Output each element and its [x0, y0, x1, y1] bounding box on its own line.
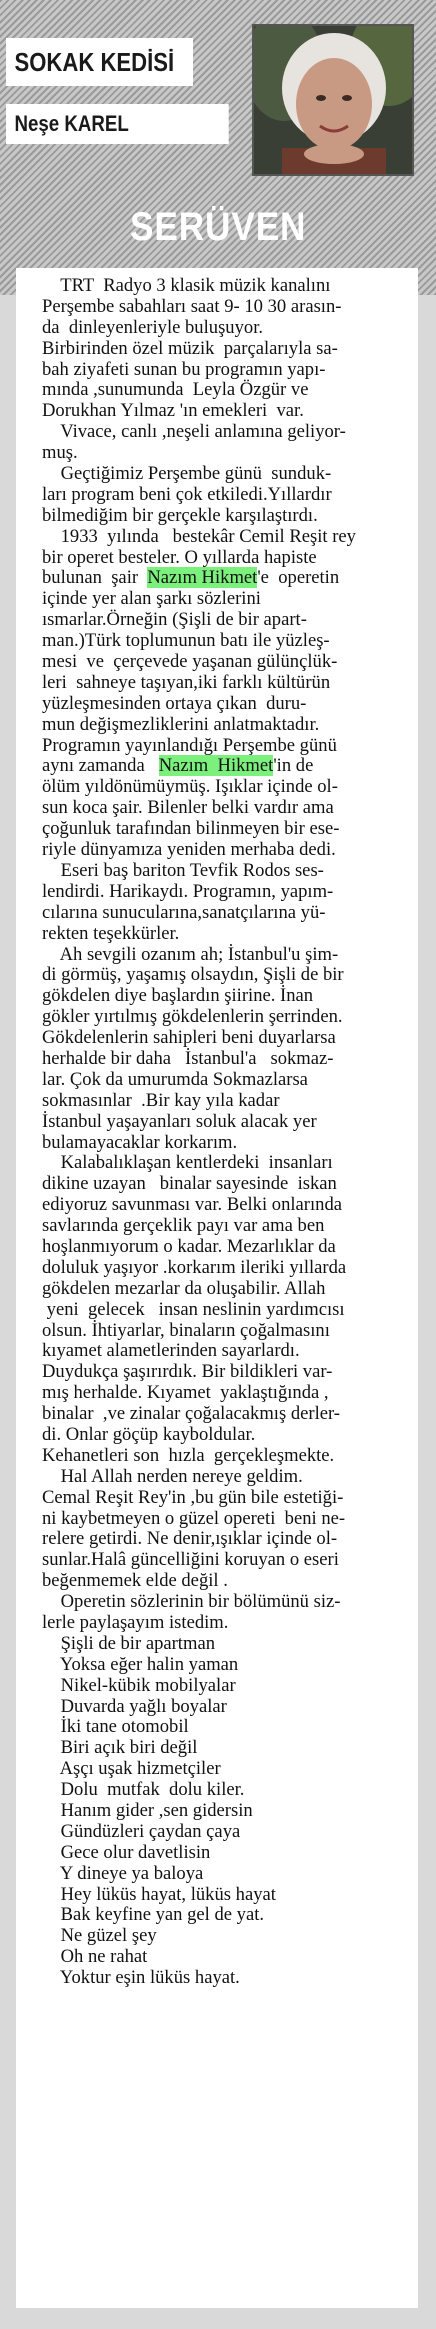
- article-line: Hal Allah nerden nereye geldim.: [42, 1465, 303, 1487]
- article-line: yeni gelecek insan neslinin yardımcısı: [42, 1298, 345, 1320]
- article-line: Ah sevgili ozanım ah; İstanbul'u şim-: [42, 943, 339, 965]
- article-title: SERÜVEN: [129, 204, 307, 249]
- author-name: Neşe KAREL: [6, 104, 229, 144]
- article-line: Duydukça şaşırırdık. Bir bildikleri var-: [42, 1361, 333, 1383]
- article-line: di görmüş, yaşamış olsaydın, Şişli de bir: [42, 964, 344, 986]
- article-line: bulamayacaklar korkarım.: [42, 1131, 238, 1153]
- article-line: gökdelen diye başlardın şiirine. İnan: [42, 985, 314, 1007]
- article-line: leri sahneye taşıyan,iki farklı kültürün: [42, 671, 331, 693]
- article-line: beğenmemek elde değil .: [42, 1570, 228, 1592]
- article-line: Aşçı uşak hizmetçiler: [42, 1758, 221, 1780]
- article-line: di. Onlar göçüp kayboldular.: [42, 1423, 256, 1445]
- article-line: Hanım gider ,sen gidersin: [42, 1800, 253, 1822]
- article-line: bah ziyafeti sunan bu programın yapı-: [42, 358, 326, 380]
- article-line: gökdelen mezarlar da oluşabilir. Allah: [42, 1277, 326, 1299]
- article-line: cılarına sunucularına,sanatçılarına yü-: [42, 901, 326, 923]
- article-line: Kalabalıklaşan kentlerdeki insanları: [42, 1152, 333, 1174]
- article-line: Vivace, canlı ,neşeli anlamına geliyor-: [42, 421, 346, 443]
- author-photo: [252, 24, 414, 176]
- article-line: olsun. İhtiyarlar, binaların çoğalmasını: [42, 1319, 330, 1341]
- article-line: ısmarlar.Örneğin (Şişli de bir apart-: [42, 609, 307, 631]
- article-line: Gündüzleri çaydan çaya: [42, 1820, 241, 1842]
- article-line: Yoksa eğer halin yaman: [42, 1653, 239, 1675]
- article-line: Operetin sözlerinin bir bölümünü siz-: [42, 1591, 341, 1613]
- highlighted-name: Nazım Hikmet: [147, 567, 258, 589]
- article-line: Biri açık biri değil: [42, 1737, 198, 1759]
- article-body: [16, 268, 418, 2308]
- article-line: Gece olur davetlisin: [42, 1841, 211, 1863]
- article-line: binalar ,ve zinalar çoğalacakmış derler-: [42, 1403, 340, 1425]
- article-line: lendirdi. Harikaydı. Programın, yapım-: [42, 880, 334, 902]
- article-line: 1933 yılında bestekâr Cemil Reşit rey: [42, 525, 356, 547]
- column-series-label: SOKAK KEDİSİ: [6, 38, 193, 86]
- article-line: yüzleşmesinden ortaya çıkan duru-: [42, 692, 307, 714]
- article-line: hoşlanmıyorum o kadar. Mezarlıklar da: [42, 1235, 336, 1257]
- article-line: mesi ve çerçevede yaşanan gülünçlük-: [42, 651, 338, 673]
- author-portrait-icon: [254, 26, 412, 174]
- article-line: mında ,sunumunda Leyla Özgür ve: [42, 379, 309, 401]
- article-line: lerle paylaşayım istedim.: [42, 1612, 229, 1633]
- article-line: savlarında gerçeklik payı var ama ben: [42, 1215, 325, 1237]
- article-line: gökler yırtılmış gökdelenlerin şerrinden.: [42, 1006, 343, 1028]
- article-line: Dolu mutfak dolu kiler.: [42, 1779, 245, 1801]
- article-line: TRT Radyo 3 klasik müzik kanalını: [42, 275, 331, 296]
- article-line: içinde yer alan şarkı sözlerini: [42, 588, 261, 610]
- article-line: dikine uzayan binalar sayesinde iskan: [42, 1173, 337, 1195]
- article-line: mun değişmezliklerini anlatmaktadır.: [42, 713, 320, 735]
- article-line: bulunan şair Nazım Hikmet'e operetin: [42, 567, 340, 589]
- article-line: bir operet besteler. O yıllarda hapiste: [42, 546, 317, 568]
- article-line: Şişli de bir apartman: [42, 1632, 215, 1654]
- article-line: Geçtiğimiz Perşembe günü sunduk-: [42, 463, 332, 485]
- article-line: Ne güzel şey: [42, 1925, 157, 1947]
- article-line: Kehanetleri son hızla gerçekleşmekte.: [42, 1444, 335, 1466]
- article-line: aynı zamanda Nazım Hikmet'in de: [42, 755, 314, 777]
- article-line: da dinleyenleriyle buluşuyor.: [42, 316, 264, 338]
- article-line: Bak keyfine yan gel de yat.: [42, 1904, 265, 1926]
- article-line: kıyamet alametlerinden sayarlardı.: [42, 1340, 300, 1362]
- article-line: sun koca şair. Bilenler belki vardır ama: [42, 797, 334, 819]
- article-line: Y dineye ya baloya: [42, 1862, 204, 1884]
- title-bar: [0, 196, 436, 258]
- article-line: riyle dünyamıza yeniden merhaba dedi.: [42, 839, 336, 861]
- article-line: ediyoruz savunması var. Belki onlarında: [42, 1194, 343, 1216]
- article-line: Cemal Reşit Rey'in ,bu gün bile estetiği-: [42, 1486, 344, 1508]
- article-line: bilmediğim bir gerçekle karşılaştırdı.: [42, 504, 318, 526]
- article-line: çoğunluk tarafından bilinmeyen bir ese-: [42, 818, 340, 840]
- article-line: Nikel-kübik mobilyalar: [42, 1674, 236, 1696]
- article-line: sunlar.Halâ güncelliğini koruyan o eseri: [42, 1549, 339, 1571]
- article-line: Duvarda yağlı boyalar: [42, 1695, 227, 1717]
- article-line: sokmasınlar .Bir kay yıla kadar: [42, 1089, 280, 1111]
- article-line: mış herhalde. Kıyamet yaklaştığında ,: [42, 1382, 329, 1404]
- article-line: relere getirdi. Ne denir,ışıklar içinde ol-: [42, 1528, 338, 1550]
- article-line: İki tane otomobil: [42, 1716, 189, 1738]
- article-line: muş.: [42, 442, 78, 464]
- article-line: Oh ne rahat: [42, 1946, 148, 1968]
- article-line: ları program beni çok etkiledi.Yıllardır: [42, 483, 332, 505]
- article-line: herhalde bir daha İstanbul'a sokmaz-: [42, 1047, 334, 1069]
- article-line: Birbirinden özel müzik parçalarıyla sa-: [42, 337, 338, 359]
- article-line: Gökdelenlerin sahipleri beni duyarlarsa: [42, 1027, 336, 1049]
- article-line: rekten teşekkürler.: [42, 922, 180, 944]
- article-line: ni kaybetmeyen o güzel opereti beni ne-: [42, 1507, 346, 1529]
- article-line: doluluk yaşıyor .korkarım ileriki yıllarda: [42, 1256, 347, 1278]
- article-line: Hey lüküs hayat, lüküs hayat: [42, 1883, 276, 1905]
- highlighted-name: Nazım Hikmet: [158, 755, 274, 777]
- article-line: Yoktur eşin lüküs hayat.: [42, 1967, 240, 1989]
- article-line: Perşembe sabahları saat 9- 10 30 arasın-: [42, 295, 342, 317]
- article-line: man.)Türk toplumunun batı ile yüzleş-: [42, 630, 330, 652]
- article-line: lar. Çok da umurumda Sokmazlarsa: [42, 1068, 308, 1090]
- article-line: Programın yayınlandığı Perşembe günü: [42, 734, 337, 756]
- article-line: Eseri baş bariton Tevfik Rodos ses-: [42, 859, 324, 881]
- article-line: Dorukhan Yılmaz 'ın emekleri var.: [42, 400, 304, 422]
- article-line: İstanbul yaşayanları soluk alacak yer: [42, 1110, 317, 1132]
- article-line: ölüm yıldönümüymüş. Işıklar içinde ol-: [42, 776, 338, 798]
